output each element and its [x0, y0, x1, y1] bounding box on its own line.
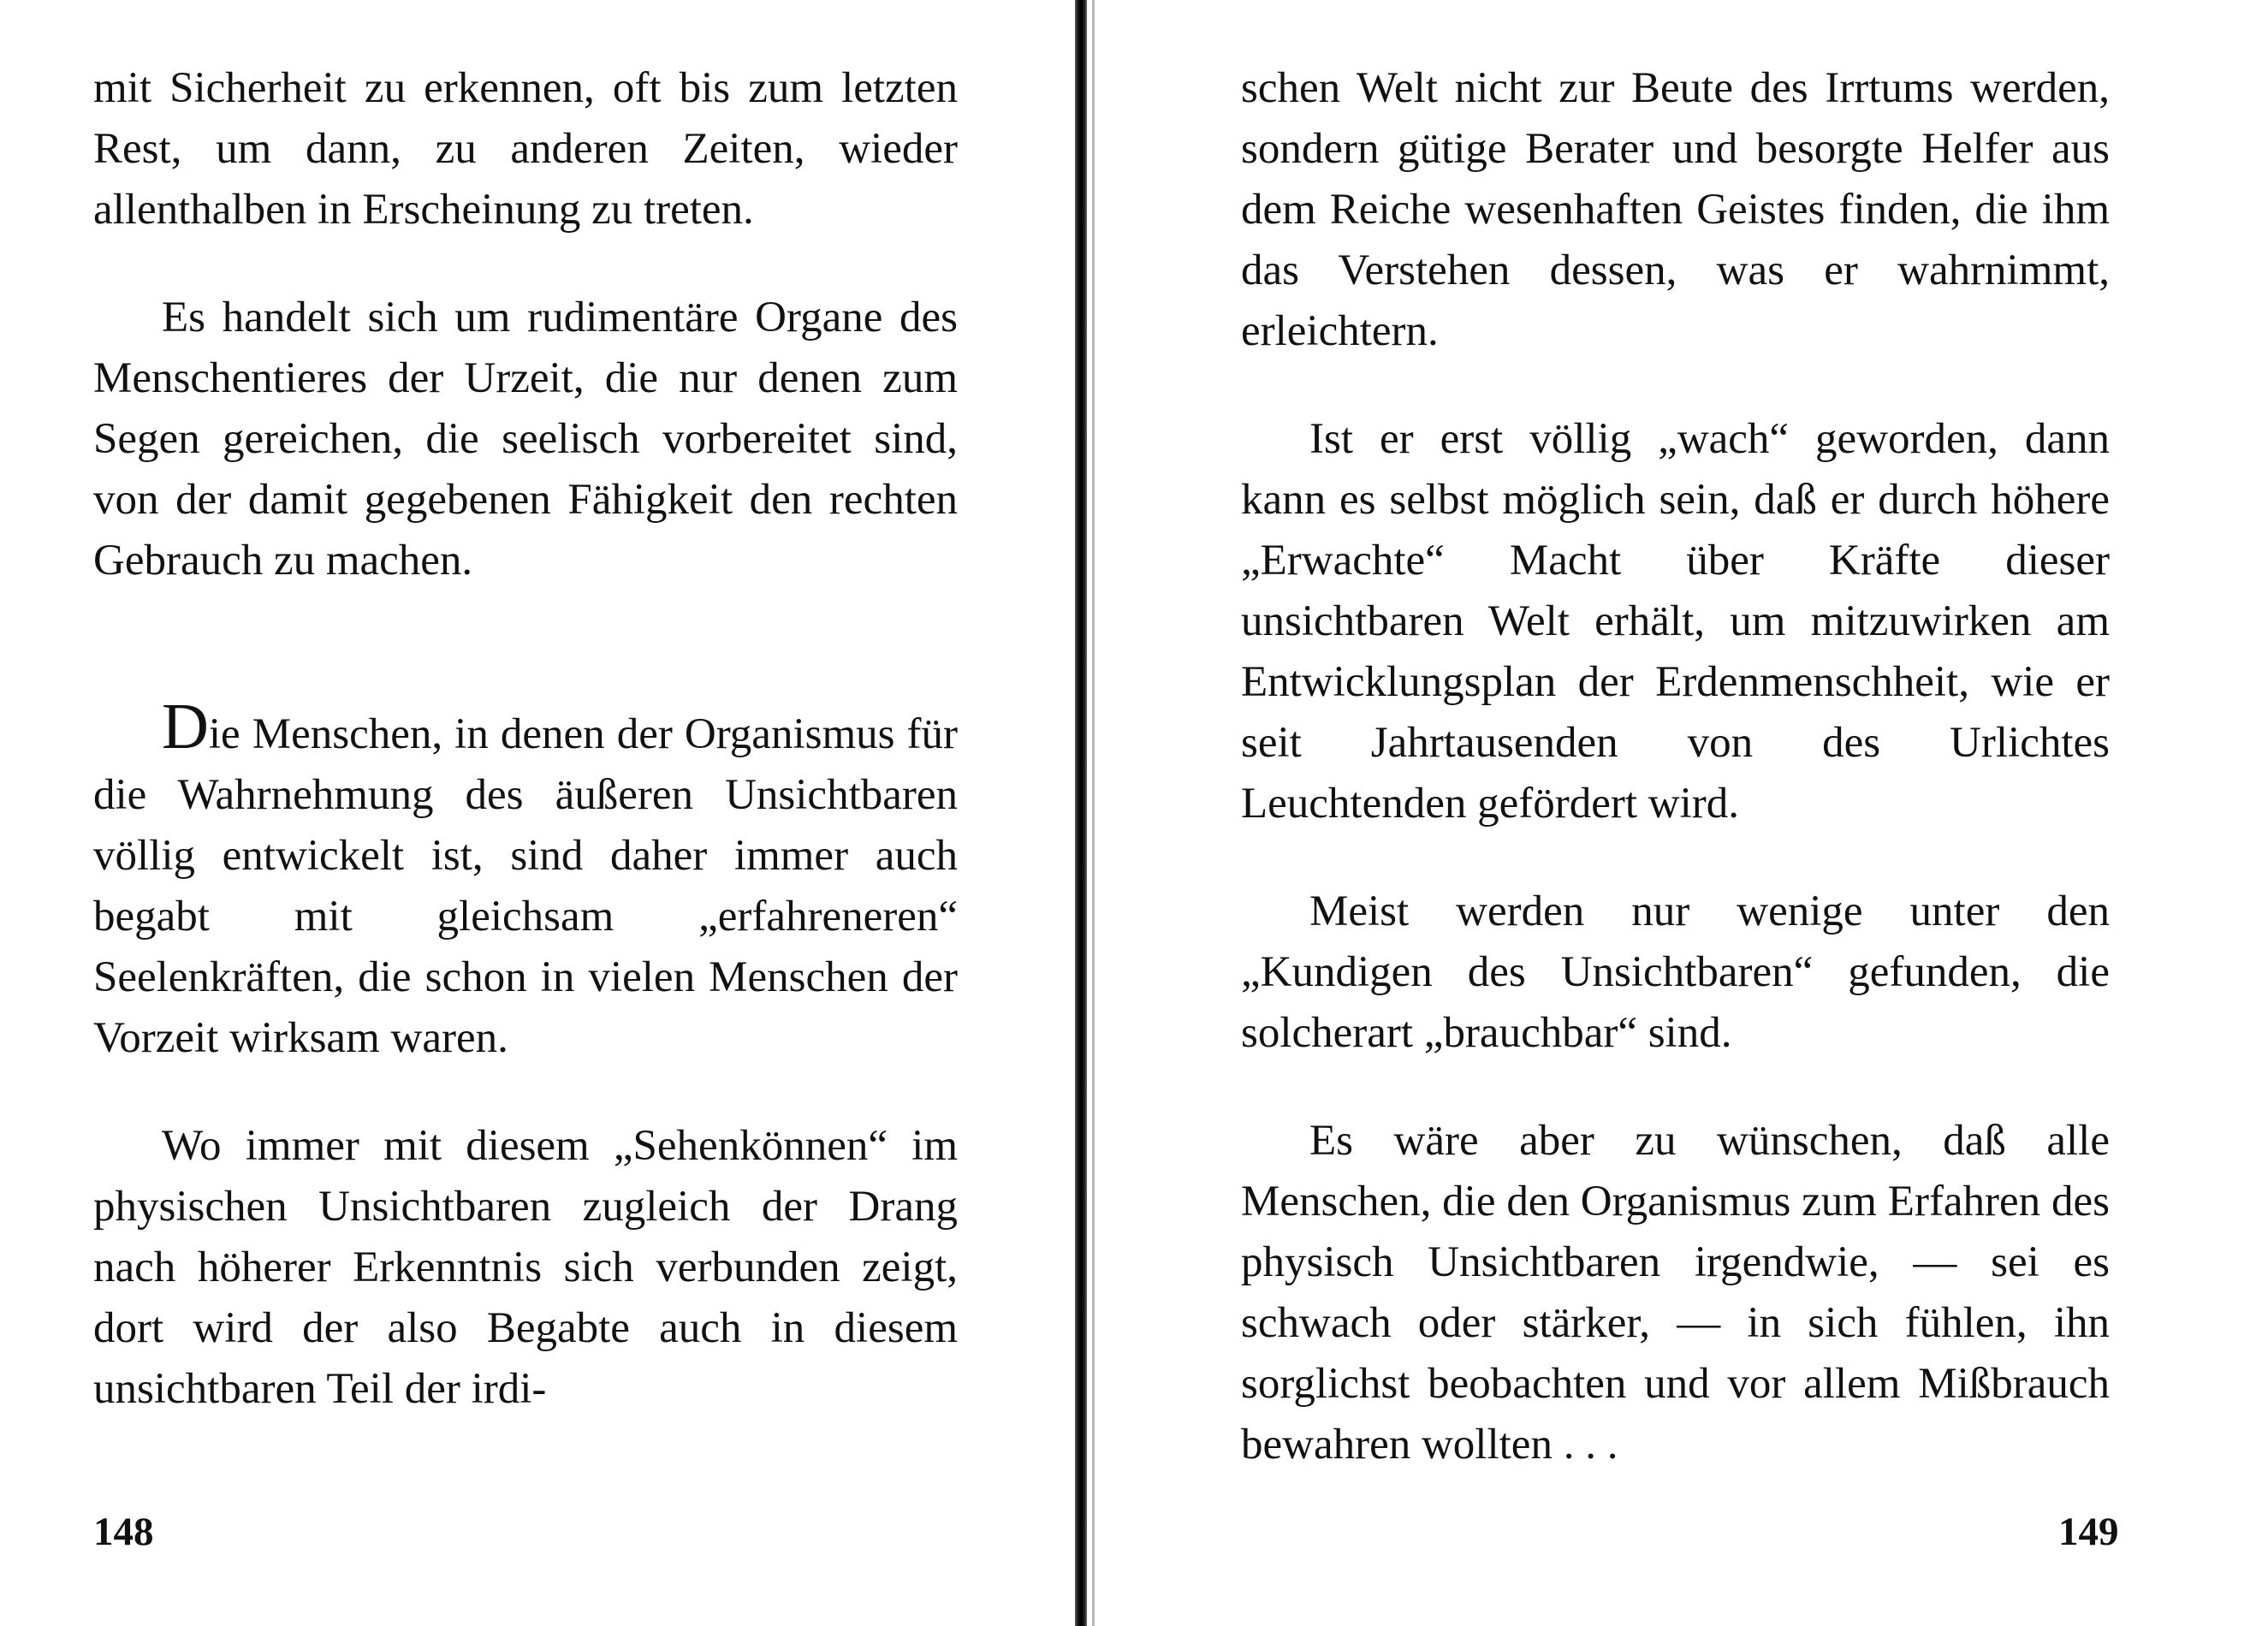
- gutter-edge: [1092, 0, 1095, 1626]
- drop-cap: D: [162, 691, 209, 763]
- left-paragraph-4: Wo immer mit diesem „Sehenkönnen“ im physischen Unsichtbaren zugleich der Drang nach höherer Erkenntnis sich verbunden zeigt, dort wird der also Begabte auch in diesem unsichtbaren Teil der irdi-: [93, 1122, 958, 1413]
- right-paragraph-2: Ist er erst völlig „wach“ geworden, dann kann es selbst möglich sein, daß er durch höhere „Erwachte“ Macht über Kräfte dieser unsichtbaren Welt erhält, um mitzuwirken am Entwicklungsplan der Erdenmenschheit, wie er seit Jahrtausenden von des Urlichtes Leuchtenden gefördert wird.: [1241, 415, 2110, 828]
- right-page: [1100, 0, 2268, 1626]
- right-paragraph-1: schen Welt nicht zur Beute des Irrtums werden, sondern gütige Berater und besorgte Helfer aus dem Reiche wesenhaften Geistes finden, die ihm das Verstehen dessen, was er wahrnimmt, erleichtern.: [1241, 64, 2110, 355]
- left-paragraph-1: mit Sicherheit zu erkennen, oft bis zum letzten Rest, um dann, zu anderen Zeiten, wieder allenthalben in Erscheinung zu treten.: [93, 64, 958, 234]
- left-paragraph-2: Es handelt sich um rudimentäre Organe des Menschentieres der Urzeit, die nur denen zum Segen gereichen, die seelisch vorbereitet sind, von der damit gegebenen Fähigkeit den rechten Gebrauch zu machen.: [93, 294, 958, 585]
- left-page: [0, 0, 1087, 1626]
- page-number-right: 149: [2058, 1510, 2119, 1554]
- left-paragraph-3: [93, 691, 958, 1069]
- right-paragraph-4: Es wäre aber zu wünschen, daß alle Menschen, die den Organismus zum Erfahren des physisch Unsichtbaren irgendwie, — sei es schwach oder stärker, — in sich fühlen, ihn sorglichst beobachten und vor allem Mißbrauch bewahren wollten . . .: [1241, 1117, 2110, 1469]
- page-number-left: 148: [93, 1510, 154, 1554]
- book-gutter: [1075, 0, 1087, 1626]
- right-paragraph-3: Meist werden nur wenige unter den „Kundigen des Unsichtbaren“ gefunden, die solcherart „brauchbar“ sind.: [1241, 887, 2110, 1057]
- left-paragraph-3-text: ie Menschen, in denen der Organismus für die Wahrnehmung des äußeren Unsichtbaren völlig entwickelt ist, sind daher immer auch begabt mit gleichsam „erfahreneren“ Seelenkräften, die schon in vielen Menschen der Vorzeit wirksam waren.: [93, 710, 958, 1062]
- right-text-block: [1241, 58, 2110, 1475]
- left-text-block: [93, 58, 958, 1420]
